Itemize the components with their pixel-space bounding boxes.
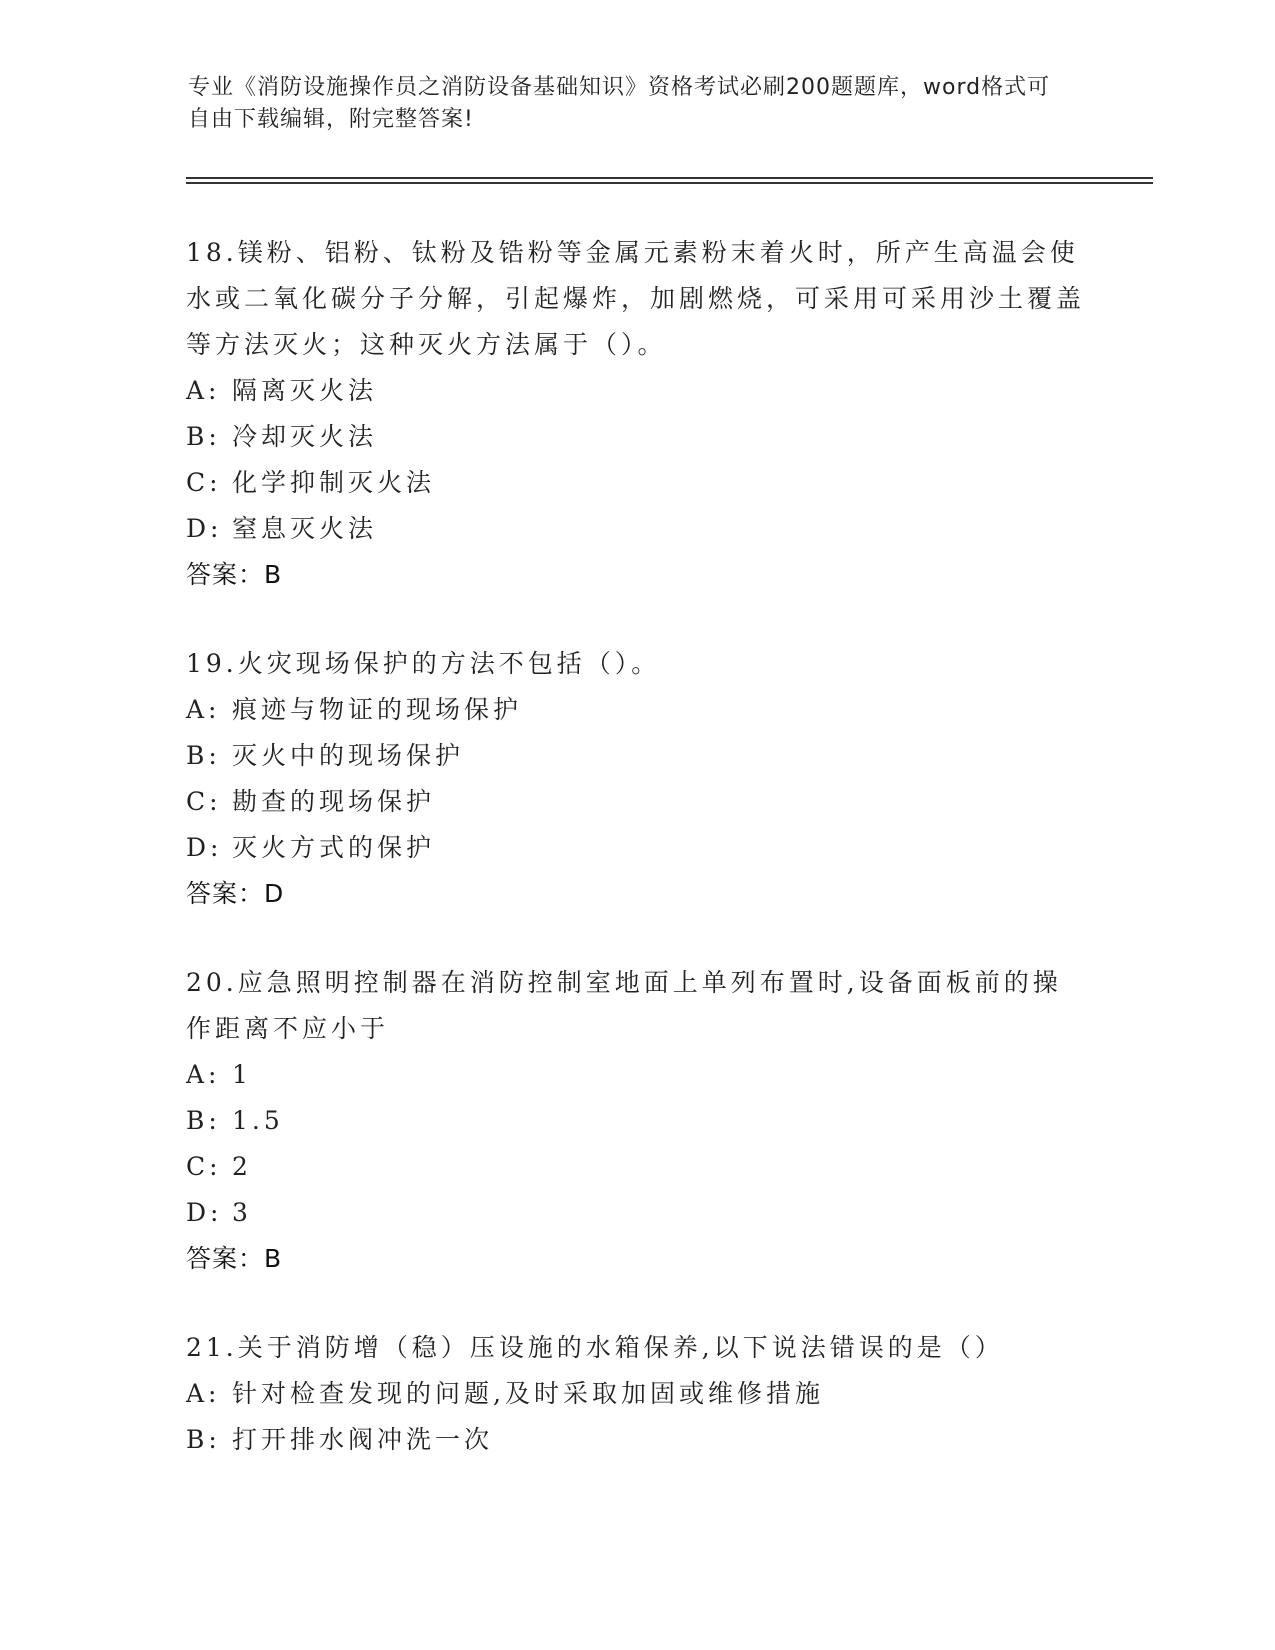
answer-key: 答案：B xyxy=(186,1244,283,1273)
option-label: C: xyxy=(186,468,222,497)
option-label: C: xyxy=(186,1152,222,1181)
option-label: A: xyxy=(186,1060,221,1089)
option-label: B: xyxy=(186,741,221,770)
option-label: A: xyxy=(186,376,221,405)
header-divider-top xyxy=(186,177,1153,179)
question-20 xyxy=(186,960,1086,1282)
option-text: 痕迹与物证的现场保护 xyxy=(232,695,523,724)
question-stem: 18.镁粉、铝粉、钛粉及锆粉等金属元素粉末着火时，所产生高温会使水或二氧化碳分子分解，引起爆炸，加剧燃烧，可采用可采用沙土覆盖等方法灭火；这种灭火方法属于（）。 xyxy=(186,238,1086,359)
option-text: 窒息灭火法 xyxy=(232,514,378,543)
question-19 xyxy=(186,641,1086,917)
question-list xyxy=(186,230,1086,1506)
option-b xyxy=(186,1098,1086,1144)
answer-key: 答案：B xyxy=(186,560,283,589)
option-label: C: xyxy=(186,787,222,816)
option-d xyxy=(186,1190,1086,1236)
option-text: 打开排水阀冲洗一次 xyxy=(232,1425,494,1454)
question-21 xyxy=(186,1325,1086,1463)
option-d xyxy=(186,506,1086,552)
option-text: 化学抑制灭火法 xyxy=(232,468,436,497)
question-stem: 20.应急照明控制器在消防控制室地面上单列布置时,设备面板前的操作距离不应小于 xyxy=(186,968,1062,1043)
option-text: 灭火中的现场保护 xyxy=(232,741,465,770)
question-stem: 19.火灾现场保护的方法不包括（）。 xyxy=(186,649,661,678)
option-d xyxy=(186,825,1086,871)
document-header: 专业《消防设施操作员之消防设备基础知识》资格考试必刷200题题库，word格式可自由下载编辑，附完整答案! xyxy=(188,75,1051,132)
option-b xyxy=(186,1417,1086,1463)
question-18 xyxy=(186,230,1086,598)
option-b xyxy=(186,414,1086,460)
option-label: B: xyxy=(186,1106,221,1135)
option-a xyxy=(186,1371,1086,1417)
answer-key: 答案：D xyxy=(186,879,285,908)
option-text: 2 xyxy=(232,1152,252,1181)
option-text: 勘查的现场保护 xyxy=(232,787,436,816)
option-c xyxy=(186,1144,1086,1190)
option-label: D: xyxy=(186,1198,223,1227)
option-c xyxy=(186,460,1086,506)
option-label: A: xyxy=(186,695,221,724)
option-text: 隔离灭火法 xyxy=(232,376,378,405)
option-text: 1 xyxy=(232,1060,252,1089)
option-c xyxy=(186,779,1086,825)
option-text: 3 xyxy=(232,1198,252,1227)
option-b xyxy=(186,733,1086,779)
option-text: 灭火方式的保护 xyxy=(232,833,436,862)
option-label: D: xyxy=(186,514,223,543)
option-text: 冷却灭火法 xyxy=(232,422,378,451)
option-text: 针对检查发现的问题,及时采取加固或维修措施 xyxy=(232,1379,824,1408)
option-label: B: xyxy=(186,1425,221,1454)
question-stem: 21.关于消防增（稳）压设施的水箱保养,以下说法错误的是（） xyxy=(186,1333,1004,1362)
option-text: 1.5 xyxy=(232,1106,284,1135)
option-label: D: xyxy=(186,833,223,862)
option-a xyxy=(186,368,1086,414)
header-divider-bottom xyxy=(186,182,1153,184)
option-label: A: xyxy=(186,1379,221,1408)
option-label: B: xyxy=(186,422,221,451)
option-a xyxy=(186,1052,1086,1098)
option-a xyxy=(186,687,1086,733)
